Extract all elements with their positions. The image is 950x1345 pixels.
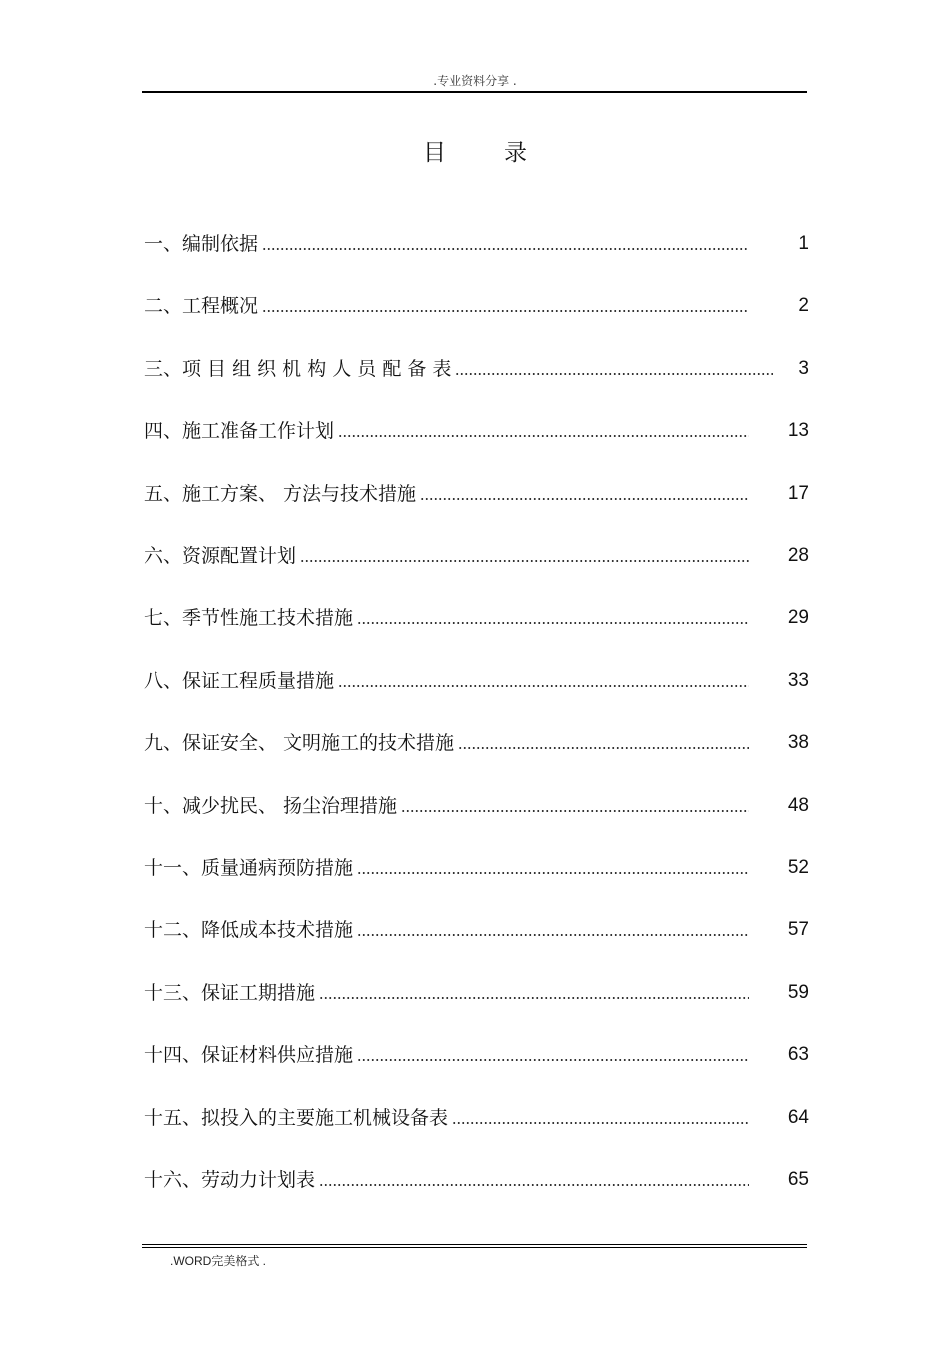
- toc-entry[interactable]: [144, 723, 809, 763]
- toc-entry-label: 十一、质量通病预防措施: [144, 857, 354, 879]
- toc-entry-page: 29: [787, 607, 809, 629]
- toc-entry[interactable]: [144, 910, 809, 950]
- toc-entry-label: 八、保证工程质量措施: [144, 669, 335, 692]
- toc-title: 目录: [423, 140, 585, 166]
- toc-entry-label: 十二、降低成本技术措施: [144, 919, 354, 942]
- toc-leader-dots: [452, 1122, 749, 1124]
- toc-entry[interactable]: [144, 598, 809, 638]
- toc-entry-label: 四、施工准备工作计划: [144, 420, 335, 443]
- toc-leader-dots: [357, 622, 749, 624]
- toc-entry[interactable]: [144, 1035, 809, 1075]
- toc-leader-dots: [319, 997, 749, 999]
- toc-leader-dots: [300, 560, 749, 562]
- toc-entry-page: 64: [787, 1106, 809, 1128]
- toc-entry-page: 59: [787, 981, 809, 1003]
- toc-leader-dots: [338, 685, 749, 687]
- toc-entry-page: 52: [787, 857, 809, 878]
- toc-entry-page: 48: [787, 794, 809, 816]
- toc-leader-dots: [420, 498, 749, 500]
- page-header-text: .专业资料分享 .: [433, 74, 517, 88]
- toc-entry[interactable]: [144, 474, 809, 514]
- toc-entry-page: 33: [787, 669, 809, 691]
- toc-entry-label: 三、项 目 组 织 机 构 人 员 配 备 表: [144, 357, 452, 380]
- toc-entry[interactable]: [144, 1160, 809, 1200]
- toc-entry-page: 65: [787, 1169, 809, 1190]
- toc-entry-page: 2: [798, 295, 809, 317]
- toc-entry-page: 63: [787, 1044, 809, 1066]
- toc-entry[interactable]: [144, 224, 809, 264]
- toc-leader-dots: [338, 435, 749, 437]
- toc-entry[interactable]: [144, 286, 809, 326]
- toc-entry-label: 十五、拟投入的主要施工机械设备表: [144, 1106, 449, 1129]
- toc-entry[interactable]: [144, 848, 809, 888]
- header-rule: [142, 91, 807, 93]
- toc-leader-dots: [262, 310, 749, 312]
- toc-entry-label: 十四、保证材料供应措施: [144, 1044, 354, 1067]
- toc-leader-dots: [357, 934, 749, 936]
- toc-entry[interactable]: [144, 661, 809, 701]
- toc-entry-page: 57: [787, 919, 809, 941]
- page-footer-text: .WORD完美格式 .: [170, 1254, 266, 1268]
- toc-entry[interactable]: [144, 411, 809, 451]
- toc-entry-page: 3: [798, 357, 809, 379]
- footer-rule: [142, 1244, 807, 1245]
- toc-entry-page: 1: [798, 233, 809, 254]
- toc-entry-page: 13: [787, 420, 809, 442]
- toc-entry-page: 38: [787, 732, 809, 754]
- toc-entry-label: 六、资源配置计划: [144, 545, 297, 567]
- toc-entry-label: 五、施工方案、 方法与技术措施: [144, 482, 417, 505]
- toc-entry-label: 七、季节性施工技术措施: [144, 607, 354, 630]
- toc-entry-label: 二、工程概况: [144, 295, 259, 318]
- toc-leader-dots: [401, 810, 749, 812]
- toc-entry-label: 十三、保证工期措施: [144, 981, 316, 1004]
- toc-leader-dots: [357, 1059, 749, 1061]
- toc-entry-page: 28: [787, 545, 809, 566]
- toc-entry[interactable]: [144, 1098, 809, 1138]
- footer-rule: [142, 1247, 807, 1248]
- toc-entry[interactable]: [144, 349, 809, 389]
- toc-entry[interactable]: [144, 973, 809, 1013]
- toc-leader-dots: [458, 747, 749, 749]
- toc-entry-label: 十六、劳动力计划表: [144, 1169, 316, 1191]
- toc-leader-dots: [319, 1184, 749, 1186]
- toc-entry-page: 17: [787, 482, 809, 504]
- toc-entry-label: 九、保证安全、 文明施工的技术措施: [144, 732, 455, 755]
- toc-entry-label: 十、减少扰民、 扬尘治理措施: [144, 794, 398, 817]
- toc-entry[interactable]: [144, 536, 809, 576]
- toc-leader-dots: [455, 373, 773, 375]
- toc-leader-dots: [262, 248, 749, 250]
- toc-leader-dots: [357, 872, 749, 874]
- toc-entry[interactable]: [144, 786, 809, 826]
- toc-entry-label: 一、编制依据: [144, 233, 259, 255]
